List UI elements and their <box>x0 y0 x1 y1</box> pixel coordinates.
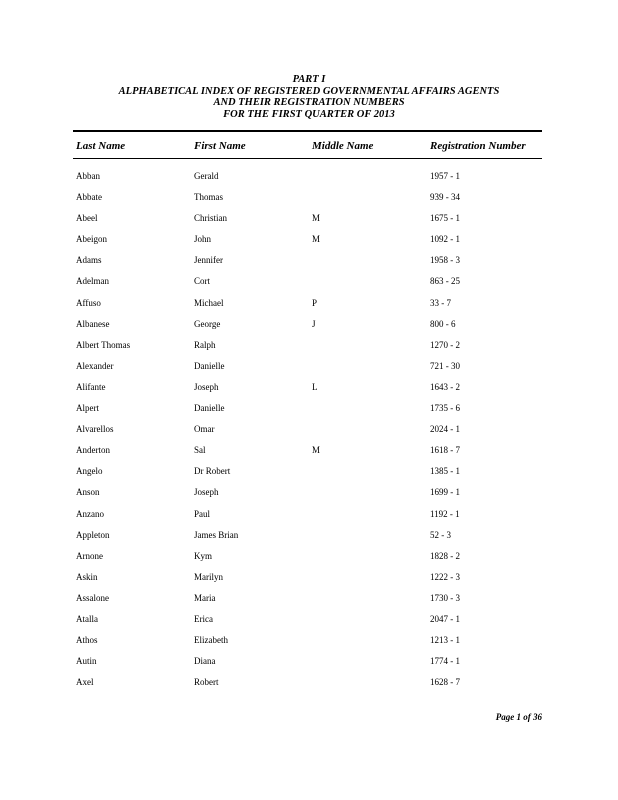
cell-last-name: Alexander <box>76 360 114 371</box>
table-top-rule <box>73 130 542 132</box>
cell-last-name: Appleton <box>76 529 110 540</box>
table-row <box>0 486 618 507</box>
cell-registration-number: 1270 - 2 <box>430 339 460 350</box>
cell-middle-name: L <box>312 381 318 392</box>
cell-registration-number: 1092 - 1 <box>430 234 460 245</box>
cell-registration-number: 1675 - 1 <box>430 213 460 224</box>
cell-first-name: Sal <box>194 445 206 456</box>
cell-last-name: Angelo <box>76 466 103 477</box>
title-part: PART I <box>292 74 326 85</box>
cell-middle-name: M <box>312 213 321 224</box>
cell-first-name: Ralph <box>194 339 216 350</box>
cell-registration-number: 1213 - 1 <box>430 635 460 646</box>
cell-registration-number: 2047 - 1 <box>430 613 460 624</box>
cell-registration-number: 52 - 3 <box>430 529 451 540</box>
cell-first-name: Jennifer <box>194 255 223 266</box>
cell-last-name: Affuso <box>76 297 101 308</box>
cell-first-name: Marilyn <box>194 571 223 582</box>
header-middle-name: Middle Name <box>312 140 374 152</box>
cell-last-name: Alpert <box>76 403 99 414</box>
cell-first-name: Diana <box>194 656 216 667</box>
cell-last-name: Abeel <box>76 213 98 224</box>
title-registration-heading: AND THEIR REGISTRATION NUMBERS <box>213 97 405 108</box>
cell-registration-number: 1618 - 7 <box>430 445 460 456</box>
cell-registration-number: 939 - 34 <box>430 192 460 203</box>
cell-registration-number: 863 - 25 <box>430 276 460 287</box>
table-row <box>0 233 618 254</box>
cell-middle-name: M <box>312 234 321 245</box>
cell-last-name: Alvarellos <box>76 424 114 435</box>
cell-registration-number: 1958 - 3 <box>430 255 460 266</box>
cell-first-name: Omar <box>194 424 215 435</box>
table-row <box>0 381 618 402</box>
table-row <box>0 529 618 550</box>
table-row <box>0 297 618 318</box>
cell-last-name: Abeigon <box>76 234 107 245</box>
cell-last-name: Anson <box>76 487 100 498</box>
cell-middle-name: P <box>312 297 318 308</box>
cell-registration-number: 721 - 30 <box>430 360 460 371</box>
cell-registration-number: 1192 - 1 <box>430 508 460 519</box>
cell-last-name: Albert Thomas <box>76 339 131 350</box>
table-body <box>0 170 618 697</box>
cell-registration-number: 1222 - 3 <box>430 571 460 582</box>
cell-first-name: Christian <box>194 213 227 224</box>
cell-registration-number: 1699 - 1 <box>430 487 460 498</box>
header-first-name: First Name <box>194 140 246 152</box>
table-row <box>0 212 618 233</box>
table-row <box>0 550 618 571</box>
cell-registration-number: 1774 - 1 <box>430 656 460 667</box>
cell-last-name: Arnone <box>76 550 103 561</box>
cell-last-name: Anzano <box>76 508 104 519</box>
cell-registration-number: 1628 - 7 <box>430 677 460 688</box>
table-row <box>0 423 618 444</box>
cell-registration-number: 1957 - 1 <box>430 171 460 181</box>
cell-last-name: Atalla <box>76 613 98 624</box>
table-row <box>0 170 618 191</box>
cell-middle-name: J <box>312 318 316 329</box>
cell-first-name: Thomas <box>194 192 223 203</box>
cell-first-name: James Brian <box>194 529 239 540</box>
cell-registration-number: 33 - 7 <box>430 297 451 308</box>
cell-last-name: Athos <box>76 635 98 646</box>
cell-first-name: Kym <box>194 550 212 561</box>
cell-registration-number: 1385 - 1 <box>430 466 460 477</box>
table-row <box>0 444 618 465</box>
table-row <box>0 402 618 423</box>
table-header <box>0 140 618 154</box>
cell-last-name: Axel <box>76 677 94 688</box>
cell-middle-name: M <box>312 445 321 456</box>
table-row <box>0 275 618 296</box>
page-number: Page 1 of 36 <box>495 712 542 722</box>
document-title <box>0 74 618 120</box>
table-row <box>0 508 618 529</box>
table-row <box>0 676 618 697</box>
cell-last-name: Abban <box>76 171 100 181</box>
header-registration-number: Registration Number <box>430 140 526 152</box>
cell-first-name: Paul <box>194 508 211 519</box>
title-quarter: FOR THE FIRST QUARTER OF 2013 <box>223 108 395 120</box>
table-row <box>0 360 618 381</box>
cell-first-name: Danielle <box>194 360 225 371</box>
title-index-heading: ALPHABETICAL INDEX OF REGISTERED GOVERNMENTAL AFFAIRS AGENTS <box>118 85 500 97</box>
cell-last-name: Assalone <box>76 592 109 603</box>
table-row <box>0 571 618 592</box>
cell-first-name: Maria <box>194 592 216 603</box>
cell-first-name: George <box>194 318 221 329</box>
cell-first-name: Robert <box>194 677 219 688</box>
cell-last-name: Anderton <box>76 445 110 456</box>
cell-registration-number: 2024 - 1 <box>430 424 460 435</box>
cell-registration-number: 1643 - 2 <box>430 381 460 392</box>
cell-first-name: Joseph <box>194 381 219 392</box>
cell-first-name: Erica <box>194 613 213 624</box>
table-row <box>0 191 618 212</box>
table-header-rule <box>73 158 542 159</box>
table-row <box>0 254 618 275</box>
table-row <box>0 465 618 486</box>
cell-first-name: Cort <box>194 276 211 287</box>
cell-last-name: Autin <box>76 656 97 667</box>
cell-first-name: Dr Robert <box>194 466 231 477</box>
table-row <box>0 318 618 339</box>
cell-last-name: Abbate <box>76 192 102 203</box>
table-row <box>0 634 618 655</box>
cell-registration-number: 800 - 6 <box>430 318 456 329</box>
cell-registration-number: 1730 - 3 <box>430 592 460 603</box>
cell-first-name: John <box>194 234 212 245</box>
cell-registration-number: 1828 - 2 <box>430 550 460 561</box>
cell-last-name: Albanese <box>76 318 110 329</box>
cell-first-name: Gerald <box>194 171 219 181</box>
table-row <box>0 592 618 613</box>
cell-registration-number: 1735 - 6 <box>430 403 460 414</box>
table-row <box>0 339 618 360</box>
header-last-name: Last Name <box>76 140 126 152</box>
cell-first-name: Michael <box>194 297 224 308</box>
cell-last-name: Adelman <box>76 276 109 287</box>
cell-first-name: Elizabeth <box>194 635 228 646</box>
cell-last-name: Askin <box>76 571 98 582</box>
cell-first-name: Danielle <box>194 403 225 414</box>
table-row <box>0 655 618 676</box>
cell-first-name: Joseph <box>194 487 219 498</box>
cell-last-name: Adams <box>76 255 102 266</box>
table-row <box>0 613 618 634</box>
cell-last-name: Alifante <box>76 381 106 392</box>
